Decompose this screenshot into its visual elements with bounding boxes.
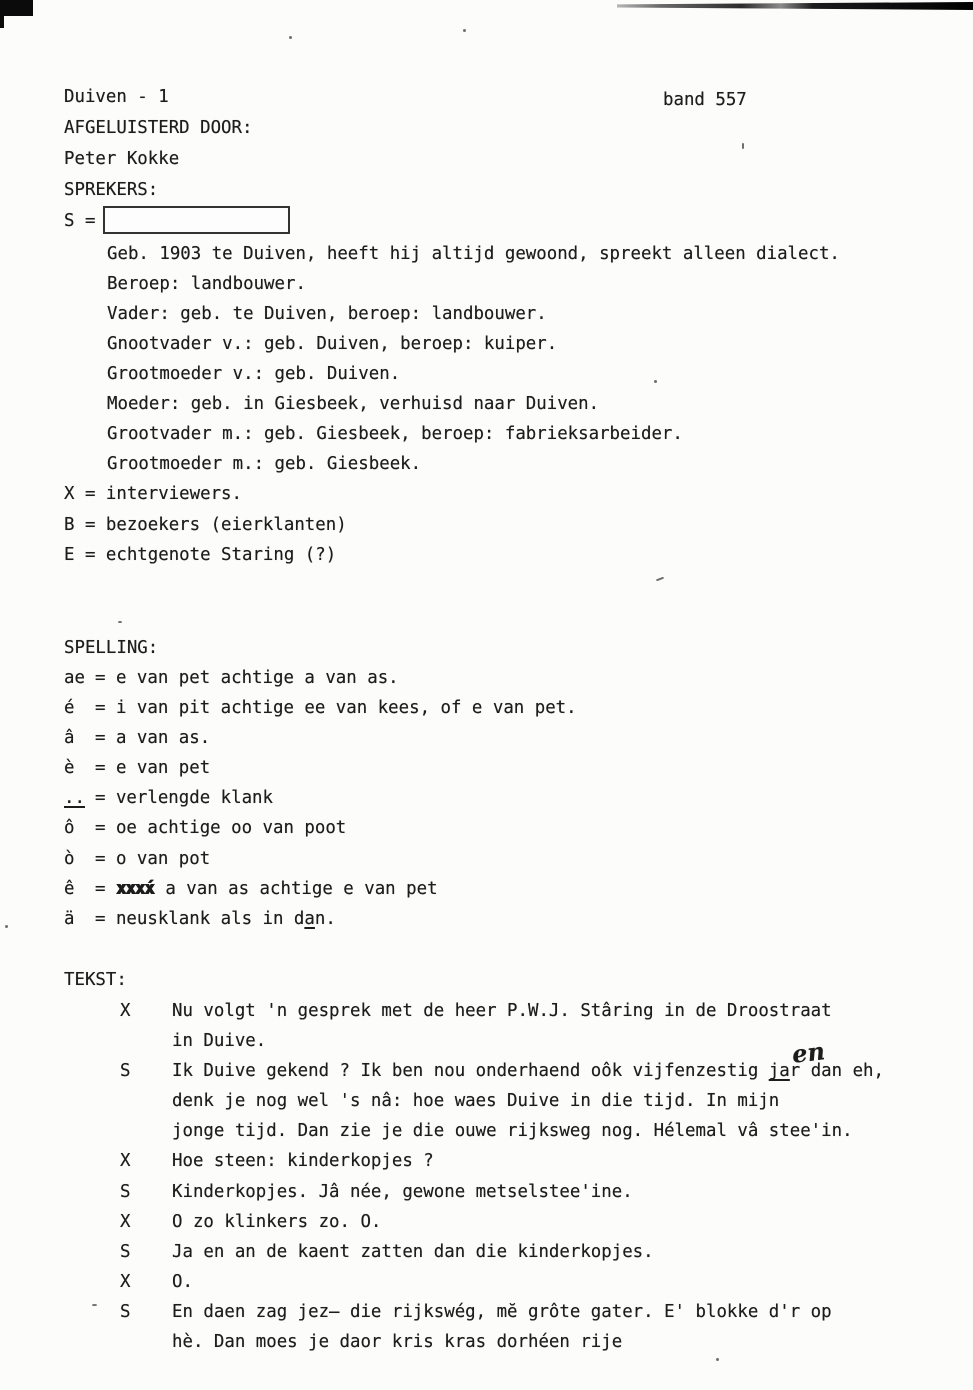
spelling-row	[64, 909, 577, 939]
spelling-row	[64, 818, 577, 848]
transcriber-name: Peter Kokke	[64, 149, 180, 169]
spelling-definition: = oe achtige oo van poot	[95, 818, 347, 839]
handwritten-annotation: en	[790, 1036, 827, 1069]
biography-block	[107, 244, 840, 484]
utterance-text: jonge tijd. Dan zie je die ouwe rijksweg nog. Hélemal vâ stee'in.	[172, 1121, 853, 1142]
spelling-row	[64, 788, 577, 818]
speaker-label: S	[120, 1061, 131, 1082]
scan-corner-artifact	[0, 0, 4, 28]
speaker-keys-block	[64, 484, 347, 576]
spelling-row	[64, 758, 577, 788]
spelling-heading: SPELLING:	[64, 638, 159, 658]
spelling-definition: = xxxx́ a van as achtige e van pet	[95, 878, 438, 899]
bio-line: Moeder: geb. in Giesbeek, verhuisd naar Duiven.	[107, 394, 600, 414]
utterance-text: in Duive.	[172, 1031, 267, 1052]
spelling-symbol: è	[64, 758, 75, 779]
utterance-text: Nu volgt 'n gesprek met de heer P.W.J. Stâring in de Droostraat	[172, 1001, 832, 1021]
bio-line: Vader: geb. te Duiven, beroep: landbouwer.	[107, 304, 547, 324]
spelling-symbol: ä	[64, 908, 75, 929]
scan-speck	[742, 143, 744, 149]
spelling-symbol: é	[64, 698, 75, 719]
tekst-heading: TEKST:	[64, 970, 127, 990]
spelling-row	[64, 728, 577, 758]
spelling-definition: = a van as.	[95, 728, 211, 749]
bio-line: Grootmoeder m.: geb. Giesbeek.	[107, 454, 422, 474]
utterance-text: Ik Duive gekend ? Ik ben nou onderhaend oôk vijfenzestig jar dan eh,	[172, 1061, 884, 1082]
spelling-symbol: ..	[64, 788, 85, 809]
speaker-label	[120, 1121, 172, 1151]
dialogue-row	[120, 1031, 884, 1061]
doc-title: Duiven - 1	[64, 87, 169, 107]
speaker-label: S	[120, 1241, 131, 1262]
dialogue-block	[120, 1001, 884, 1362]
spelling-symbol: â	[64, 728, 75, 749]
utterance-text: En daen zag jez̶ die rijkswég, mĕ grôte gater. E' blokke d'r op	[172, 1301, 832, 1322]
dialogue-row	[120, 1212, 884, 1242]
spelling-symbol: ò	[64, 848, 75, 869]
dialogue-row	[120, 1242, 884, 1272]
scan-corner-artifact	[0, 0, 33, 16]
sprekers-label: SPREKERS:	[64, 180, 159, 200]
speaker-label: X	[120, 1211, 131, 1232]
dialogue-row	[120, 1091, 884, 1121]
dialogue-row	[120, 1061, 884, 1091]
band-number: band 557	[663, 90, 747, 110]
spelling-definition: = neusklank als in dan.	[95, 908, 336, 929]
dialogue-row	[120, 1182, 884, 1212]
spelling-row	[64, 849, 577, 879]
speaker-label: X	[120, 1151, 131, 1172]
dialogue-row	[120, 1121, 884, 1151]
speaker-label: X	[120, 1001, 131, 1021]
bio-line: Gnootvader v.: geb. Duiven, beroep: kuiper.	[107, 334, 558, 354]
speaker-key-line: E = echtgenote Staring (?)	[64, 545, 337, 565]
scan-speck	[656, 577, 664, 582]
dialogue-row	[120, 1302, 884, 1332]
dialogue-row	[120, 1332, 884, 1362]
dialogue-row	[120, 1151, 884, 1181]
spelling-row	[64, 879, 577, 909]
spelling-symbol: ae	[64, 668, 85, 688]
bio-line: Grootvader m.: geb. Giesbeek, beroep: fabrieksarbeider.	[107, 424, 683, 444]
redacted-name-box	[103, 206, 290, 234]
spelling-definition: = o van pot	[95, 848, 211, 869]
dialogue-row	[120, 1272, 884, 1302]
speaker-label	[120, 1031, 172, 1061]
utterance-text: O.	[172, 1271, 193, 1292]
utterance-text: Hoe steen: kinderkopjes ?	[172, 1151, 434, 1172]
utterance-text: O zo klinkers zo. O.	[172, 1211, 382, 1232]
scan-speck	[118, 621, 122, 623]
spelling-definition: = i van pit achtige ee van kees, of e van pet.	[95, 698, 577, 719]
utterance-text: denk je nog wel 's nâ: hoe waes Duive in die tijd. In mijn	[172, 1091, 780, 1112]
speaker-label: X	[120, 1271, 131, 1292]
scan-speck	[463, 29, 466, 32]
utterance-text: hè. Dan moes je daor kris kras dorhéen rije	[172, 1332, 623, 1353]
spelling-symbol: ê	[64, 878, 75, 899]
spelling-symbol: ô	[64, 818, 75, 839]
scan-speck	[5, 925, 8, 928]
speaker-label	[120, 1091, 172, 1121]
speaker-s-label: S =	[64, 211, 96, 231]
dialogue-row	[120, 1001, 884, 1031]
bio-line: Geb. 1903 te Duiven, heeft hij altijd gewoond, spreekt alleen dialect.	[107, 244, 840, 264]
overstruck-text: xxxx́	[115, 878, 154, 899]
bio-line: Beroep: landbouwer.	[107, 274, 306, 294]
utterance-text: Ja en an de kaent zatten dan die kinderkopjes.	[172, 1241, 654, 1262]
speaker-label	[120, 1332, 172, 1362]
spelling-definition: = verlengde klank	[95, 788, 273, 809]
scan-line-artifact	[617, 2, 973, 10]
speaker-label: S	[120, 1181, 131, 1202]
speaker-label: S	[120, 1301, 131, 1322]
scan-speck	[289, 36, 292, 39]
utterance-text: Kinderkopjes. Jâ née, gewone metselstee'ine.	[172, 1181, 633, 1202]
spelling-row	[64, 698, 577, 728]
scan-speck	[92, 1304, 97, 1306]
spelling-block	[64, 668, 577, 939]
speaker-key-line: B = bezoekers (eierklanten)	[64, 514, 347, 535]
bio-line: Grootmoeder v.: geb. Duiven.	[107, 364, 401, 384]
afgeluisterd-label: AFGELUISTERD DOOR:	[64, 118, 253, 138]
speaker-key-line: X = interviewers.	[64, 484, 242, 504]
spelling-definition: = e van pet achtige a van as.	[95, 668, 399, 688]
spelling-definition: = e van pet	[95, 758, 211, 779]
spelling-row	[64, 668, 577, 698]
